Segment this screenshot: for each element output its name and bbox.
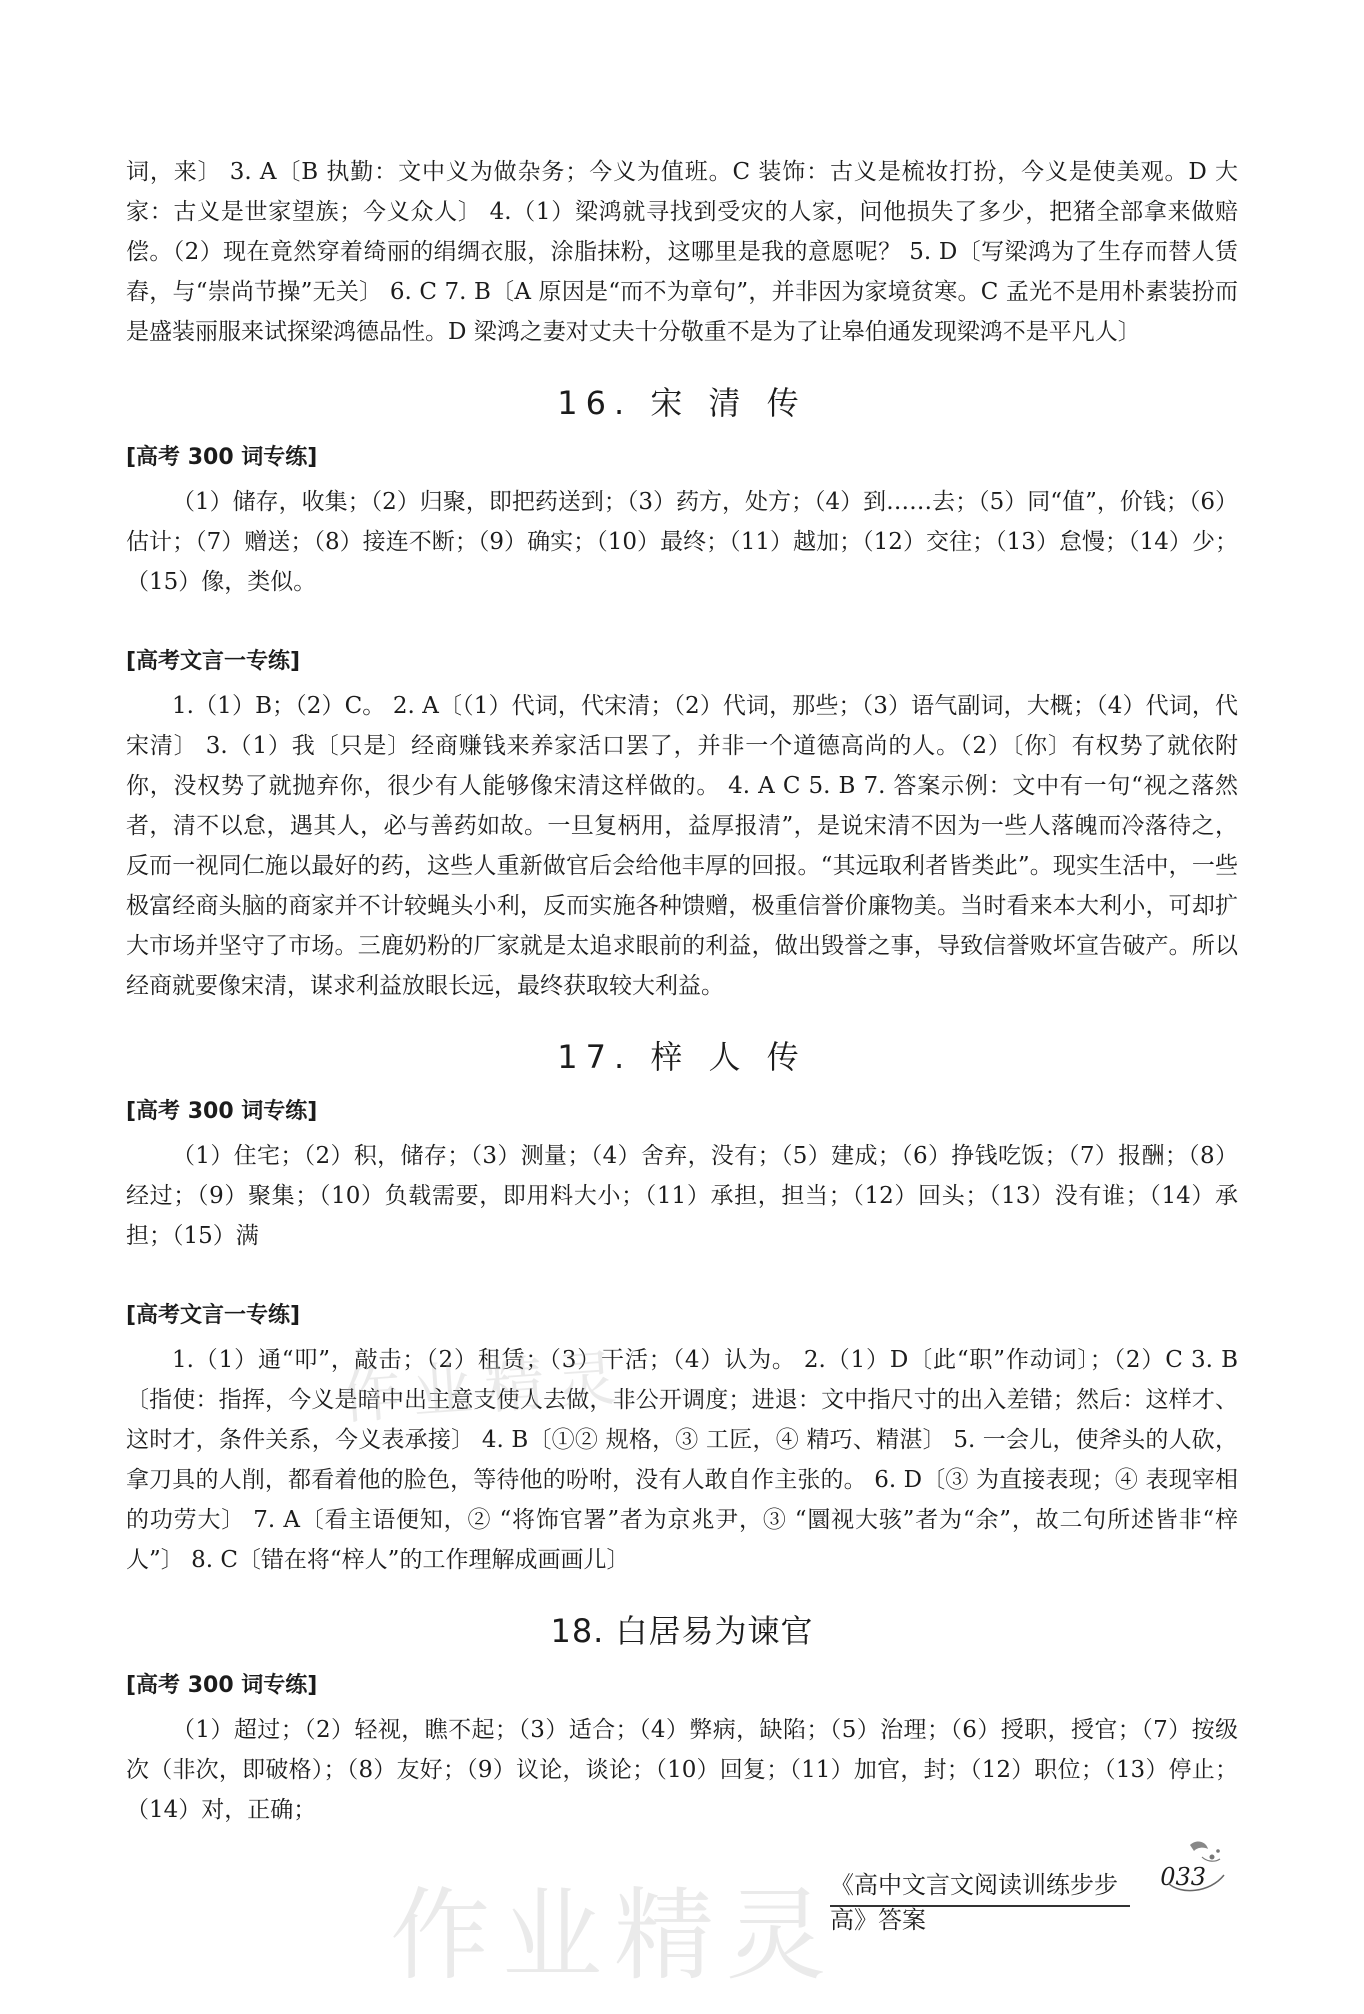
page-content bbox=[126, 152, 1238, 1830]
section-heading-18: 18. 白居易为谏官 bbox=[550, 1612, 814, 1650]
section-heading-17: 17. 梓 人 传 bbox=[557, 1038, 807, 1076]
watermark-text: 作业精灵 bbox=[338, 1343, 631, 1433]
answers-300-words-16: （1）储存，收集；（2）归聚，即把药送到；（3）药方，处方；（4）到……去；（5）同“值”，价钱；（6）估计；（7）赠送；（8）接连不断；（9）确实；（10）最终；（11）越加；（12）交往；（13）怠慢；（14）少；（15）像，类似。 bbox=[126, 489, 1238, 595]
footer-book-title: 《高中文言文阅读训练步步高》答案 bbox=[830, 1871, 1118, 1934]
subheading-300-words-17: [高考 300 词专练] bbox=[126, 1099, 318, 1124]
watermark-text: 作业精灵 bbox=[390, 1877, 838, 1994]
footer-rule bbox=[830, 1905, 1130, 1907]
subheading-300-words-18: [高考 300 词专练] bbox=[126, 1673, 318, 1698]
continued-paragraph: 词，来〕 3. A〔B 执勤：文中义为做杂务；今义为值班。C 装饰：古义是梳妆打扮，今义是使美观。D 大家：古义是世家望族；今义众人〕 4.（1）梁鸿就寻找到受灾的人家，问他损失了多少，把猪全部拿来做赔偿。（2）现在竟然穿着绮丽的绢绸衣服，涂脂抹粉，这哪里是我的意愿呢？ 5. D〔写梁鸿为了生存而替人赁舂，与“崇尚节操”无关〕 6. C 7. B〔A 原因是“而不为章句”，并非因为家境贫寒。C 孟光不是用朴素装扮而是盛装丽服来试探梁鸿德品性。D 梁鸿之妻对丈夫十分敬重不是为了让皋伯通发现梁鸿不是平凡人〕 bbox=[126, 159, 1238, 345]
watermark-bottom bbox=[390, 1855, 838, 1999]
subheading-300-words-16: [高考 300 词专练] bbox=[126, 445, 318, 470]
answers-300-words-18: （1）超过；（2）轻视，瞧不起；（3）适合；（4）弊病，缺陷；（5）治理；（6）授职，授官；（7）按级次（非次，即破格）；（8）友好；（9）议论，谈论；（10）回复；（11）加官，封；（12）职位；（13）停止；（14）对，正确； bbox=[126, 1717, 1238, 1823]
subheading-classical-17: [高考文言一专练] bbox=[126, 1303, 301, 1328]
section-heading-16: 16. 宋 清 传 bbox=[557, 384, 807, 422]
subheading-classical-16: [高考文言一专练] bbox=[126, 649, 301, 674]
answers-300-words-17: （1）住宅；（2）积，储存；（3）测量；（4）舍弃，没有；（5）建成；（6）挣钱吃饭；（7）报酬；（8）经过；（9）聚集；（10）负载需要，即用料大小；（11）承担，担当；（12）回头；（13）没有谁；（14）承担；（15）满 bbox=[126, 1143, 1238, 1249]
page-number: 033 bbox=[1160, 1863, 1206, 1891]
page-footer bbox=[830, 1863, 1250, 1934]
answers-classical-16: 1.（1）B；（2）C。 2. A〔（1）代词，代宋清；（2）代词，那些；（3）语气副词，大概；（4）代词，代宋清〕 3.（1）我〔只是〕经商赚钱来养家活口罢了，并非一个道德高尚的人。（2）〔你〕有权势了就依附你，没权势了就抛弃你，很少有人能够像宋清这样做的。 4. A C 5. B 7. 答案示例：文中有一句“视之落然者，清不以怠，遇其人，必与善药如故。一旦复柄用，益厚报清”，是说宋清不因为一些人落魄而冷落待之，反而一视同仁施以最好的药，这些人重新做官后会给他丰厚的回报。“其远取利者皆类此”。现实生活中，一些极富经商头脑的商家并不计较蝇头小利，反而实施各种馈赠，极重信誉价廉物美。当时看来本大利小，可却扩大市场并坚守了市场。三鹿奶粉的厂家就是太追求眼前的利益，做出毁誉之事，导致信誉败坏宣告破产。所以经商就要像宋清，谋求利益放眼长远，最终获取较大利益。 bbox=[126, 693, 1238, 999]
ornament-icon bbox=[1160, 1835, 1230, 1895]
answers-classical-17: 1.（1）通“叩”，敲击；（2）租赁；（3）干活；（4）认为。 2.（1）D〔此“职”作动词〕；（2）C 3. B〔指使：指挥，今义是暗中出主意支使人去做，非公开调度；进退：文中指尺寸的出入差错；然后：这样才、这时才，条件关系，今义表承接〕 4. B〔①② 规格，③ 工匠，④ 精巧、精湛〕 5. 一会儿，使斧头的人砍，拿刀具的人削，都看着他的脸色，等待他的吩咐，没有人敢自作主张的。 6. D〔③ 为直接表现；④ 表现宰相的功劳大〕 7. A〔看主语便知，② “将饰官署”者为京兆尹，③ “圜视大骇”者为“余”，故二句所述皆非“梓人”〕 8. C〔错在将“梓人”的工作理解成画画儿〕 bbox=[126, 1347, 1238, 1573]
